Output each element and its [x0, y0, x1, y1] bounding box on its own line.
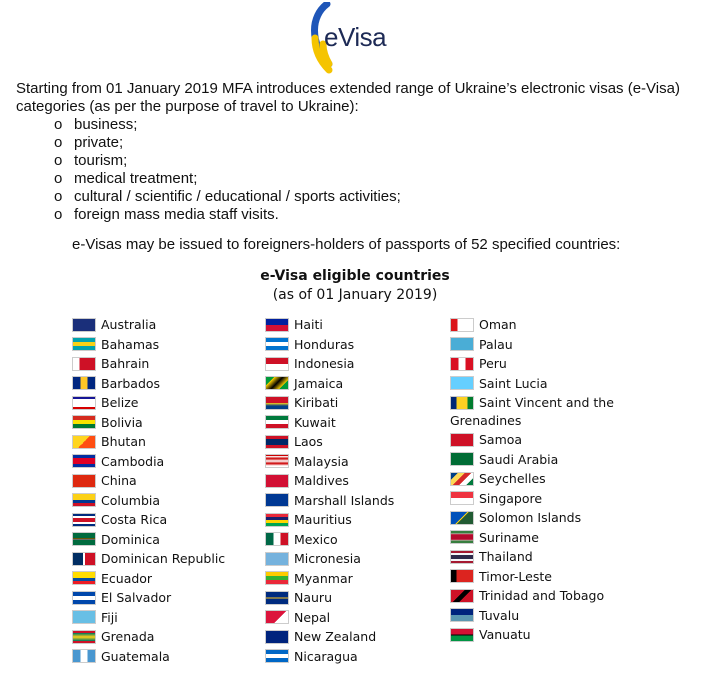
country-name: Nepal	[294, 609, 331, 625]
flag-icon	[265, 493, 289, 507]
category-list	[54, 116, 401, 224]
flag-icon	[265, 591, 289, 605]
country-name: Mauritius	[294, 512, 352, 528]
country-item	[265, 491, 394, 511]
country-item	[265, 393, 394, 413]
country-name: Dominica	[101, 531, 160, 547]
country-item	[450, 430, 614, 450]
country-column-3	[450, 315, 614, 645]
country-name: Saint Vincent and the	[479, 395, 614, 411]
country-name: Myanmar	[294, 570, 353, 586]
flag-icon	[450, 396, 474, 410]
flag-icon	[265, 630, 289, 644]
country-name: El Salvador	[101, 590, 172, 606]
country-item	[265, 413, 394, 433]
flag-icon	[450, 569, 474, 583]
country-name: Guatemala	[101, 648, 170, 664]
country-item	[265, 432, 394, 452]
flag-icon	[72, 591, 96, 605]
country-item	[265, 627, 394, 647]
country-item	[265, 510, 394, 530]
country-item	[450, 469, 614, 489]
country-name: Belize	[101, 395, 139, 411]
flag-icon	[265, 318, 289, 332]
flag-icon	[450, 357, 474, 371]
countries-title: e-Visa eligible countries	[260, 268, 450, 284]
flag-icon	[265, 396, 289, 410]
flag-icon	[265, 357, 289, 371]
country-name: Palau	[479, 336, 513, 352]
country-item	[265, 530, 394, 550]
country-item	[72, 432, 225, 452]
flag-icon	[450, 628, 474, 642]
country-name: Laos	[294, 434, 323, 450]
country-name: Samoa	[479, 432, 523, 448]
bullet-icon: o	[54, 134, 63, 151]
flag-icon	[265, 337, 289, 351]
country-item	[72, 569, 225, 589]
country-item	[72, 588, 225, 608]
country-item	[450, 567, 614, 587]
flag-icon	[450, 452, 474, 466]
country-item	[72, 452, 225, 472]
country-item	[72, 608, 225, 628]
country-item	[450, 625, 614, 645]
country-name: Kiribati	[294, 395, 339, 411]
country-item	[265, 335, 394, 355]
flag-icon	[72, 571, 96, 585]
flag-icon	[450, 376, 474, 390]
country-item	[450, 547, 614, 567]
country-item	[450, 315, 614, 335]
country-item	[450, 508, 614, 528]
flag-icon	[450, 491, 474, 505]
logo-text: eVisa	[324, 22, 387, 52]
country-name: Kuwait	[294, 414, 336, 430]
country-name: Ecuador	[101, 570, 153, 586]
flag-icon	[72, 630, 96, 644]
country-name: Indonesia	[294, 356, 355, 372]
flag-icon	[450, 433, 474, 447]
country-item	[450, 354, 614, 374]
country-item	[265, 647, 394, 667]
country-name: Mexico	[294, 531, 338, 547]
country-name: Cambodia	[101, 453, 165, 469]
country-name: Grenada	[101, 629, 155, 645]
flag-icon	[72, 435, 96, 449]
flag-icon	[72, 513, 96, 527]
country-item	[72, 510, 225, 530]
flag-icon	[450, 550, 474, 564]
country-name: Bahamas	[101, 336, 160, 352]
country-name: Bhutan	[101, 434, 146, 450]
flag-icon	[450, 337, 474, 351]
country-name: Micronesia	[294, 551, 361, 567]
flag-icon	[72, 493, 96, 507]
country-name: Timor-Leste	[479, 568, 552, 584]
flag-icon	[72, 357, 96, 371]
country-item	[72, 530, 225, 550]
flag-icon	[72, 318, 96, 332]
country-name: New Zealand	[294, 629, 377, 645]
country-name: Fiji	[101, 609, 118, 625]
country-name: Trinidad and Tobago	[479, 588, 605, 604]
evisa-logo	[305, 2, 395, 74]
flag-icon	[72, 532, 96, 546]
country-name: Honduras	[294, 336, 355, 352]
country-item	[265, 471, 394, 491]
flag-icon	[72, 376, 96, 390]
flag-icon	[450, 318, 474, 332]
country-name: Dominican Republic	[101, 551, 226, 567]
bullet-icon: o	[54, 170, 63, 187]
list-item: o business;	[54, 116, 138, 133]
flag-icon	[265, 474, 289, 488]
country-item	[450, 606, 614, 626]
country-name: Bolivia	[101, 414, 143, 430]
country-item	[72, 315, 225, 335]
country-name: Thailand	[479, 549, 533, 565]
list-item: o medical treatment;	[54, 170, 198, 187]
country-name: Malaysia	[294, 453, 349, 469]
country-name: Suriname	[479, 529, 539, 545]
flag-icon	[265, 610, 289, 624]
list-item: o tourism;	[54, 152, 128, 169]
flag-icon	[450, 530, 474, 544]
country-name: China	[101, 473, 137, 489]
flag-icon	[265, 376, 289, 390]
country-name: Oman	[479, 317, 517, 333]
flag-icon	[265, 552, 289, 566]
issued-statement: e-Visas may be issued to foreigners-holders of passports of 52 specified countries:	[72, 236, 621, 253]
country-name: Singapore	[479, 490, 543, 506]
country-item	[72, 354, 225, 374]
country-item	[72, 393, 225, 413]
flag-icon	[265, 435, 289, 449]
country-name: Saudi Arabia	[479, 451, 559, 467]
country-item	[72, 627, 225, 647]
country-name: Peru	[479, 356, 507, 372]
list-item: o private;	[54, 134, 124, 151]
country-item	[265, 315, 394, 335]
country-item	[450, 528, 614, 548]
country-name: Grenadines	[450, 412, 522, 428]
country-item	[72, 335, 225, 355]
country-name: Vanuatu	[479, 627, 531, 643]
flag-icon	[265, 415, 289, 429]
country-item	[265, 608, 394, 628]
flag-icon	[72, 552, 96, 566]
country-name: Seychelles	[479, 471, 546, 487]
bullet-icon: o	[54, 152, 63, 169]
country-item	[265, 569, 394, 589]
country-name: Marshall Islands	[294, 492, 395, 508]
country-name: Saint Lucia	[479, 375, 548, 391]
flag-icon	[72, 454, 96, 468]
flag-icon	[72, 610, 96, 624]
country-item	[72, 549, 225, 569]
country-name: Nicaragua	[294, 648, 358, 664]
country-item	[450, 411, 614, 431]
country-name: Maldives	[294, 473, 349, 489]
flag-icon	[72, 474, 96, 488]
flag-icon	[450, 472, 474, 486]
bullet-icon: o	[54, 116, 63, 133]
country-name: Tuvalu	[479, 607, 520, 623]
list-item: o foreign mass media staff visits.	[54, 206, 279, 223]
country-item	[72, 413, 225, 433]
country-item	[72, 374, 225, 394]
country-name: Australia	[101, 317, 157, 333]
country-item	[450, 586, 614, 606]
country-item	[72, 471, 225, 491]
country-name: Barbados	[101, 375, 161, 391]
country-item	[450, 489, 614, 509]
country-item	[265, 588, 394, 608]
country-item	[450, 335, 614, 355]
flag-icon	[450, 511, 474, 525]
country-name: Solomon Islands	[479, 510, 582, 526]
countries-subtitle: (as of 01 January 2019)	[272, 287, 438, 303]
country-name: Columbia	[101, 492, 161, 508]
country-item	[72, 647, 225, 667]
flag-icon	[450, 589, 474, 603]
country-item	[265, 452, 394, 472]
flag-icon	[265, 454, 289, 468]
country-item	[265, 549, 394, 569]
list-item: o cultural / scientific / educational / sports activities;	[54, 188, 401, 205]
country-item	[450, 374, 614, 394]
country-item	[72, 491, 225, 511]
flag-icon	[265, 513, 289, 527]
flag-icon	[72, 415, 96, 429]
bullet-icon: o	[54, 206, 63, 223]
country-item	[450, 450, 614, 470]
country-name: Nauru	[294, 590, 332, 606]
country-item	[265, 374, 394, 394]
flag-icon	[72, 337, 96, 351]
country-column-2	[265, 315, 394, 666]
flag-icon	[265, 649, 289, 663]
flag-icon	[72, 649, 96, 663]
country-name: Costa Rica	[101, 512, 168, 528]
country-name: Bahrain	[101, 356, 150, 372]
flag-icon	[72, 396, 96, 410]
country-name: Haiti	[294, 317, 323, 333]
intro-paragraph: Starting from 01 January 2019 MFA introduces extended range of Ukraine’s electronic visas (e-Visa) categories (as per the purpose of travel to Ukraine):	[16, 80, 680, 115]
country-item	[265, 354, 394, 374]
flag-icon	[450, 608, 474, 622]
country-column-1	[72, 315, 225, 666]
country-name: Jamaica	[294, 375, 344, 391]
flag-icon	[265, 571, 289, 585]
bullet-icon: o	[54, 188, 63, 205]
flag-icon	[265, 532, 289, 546]
